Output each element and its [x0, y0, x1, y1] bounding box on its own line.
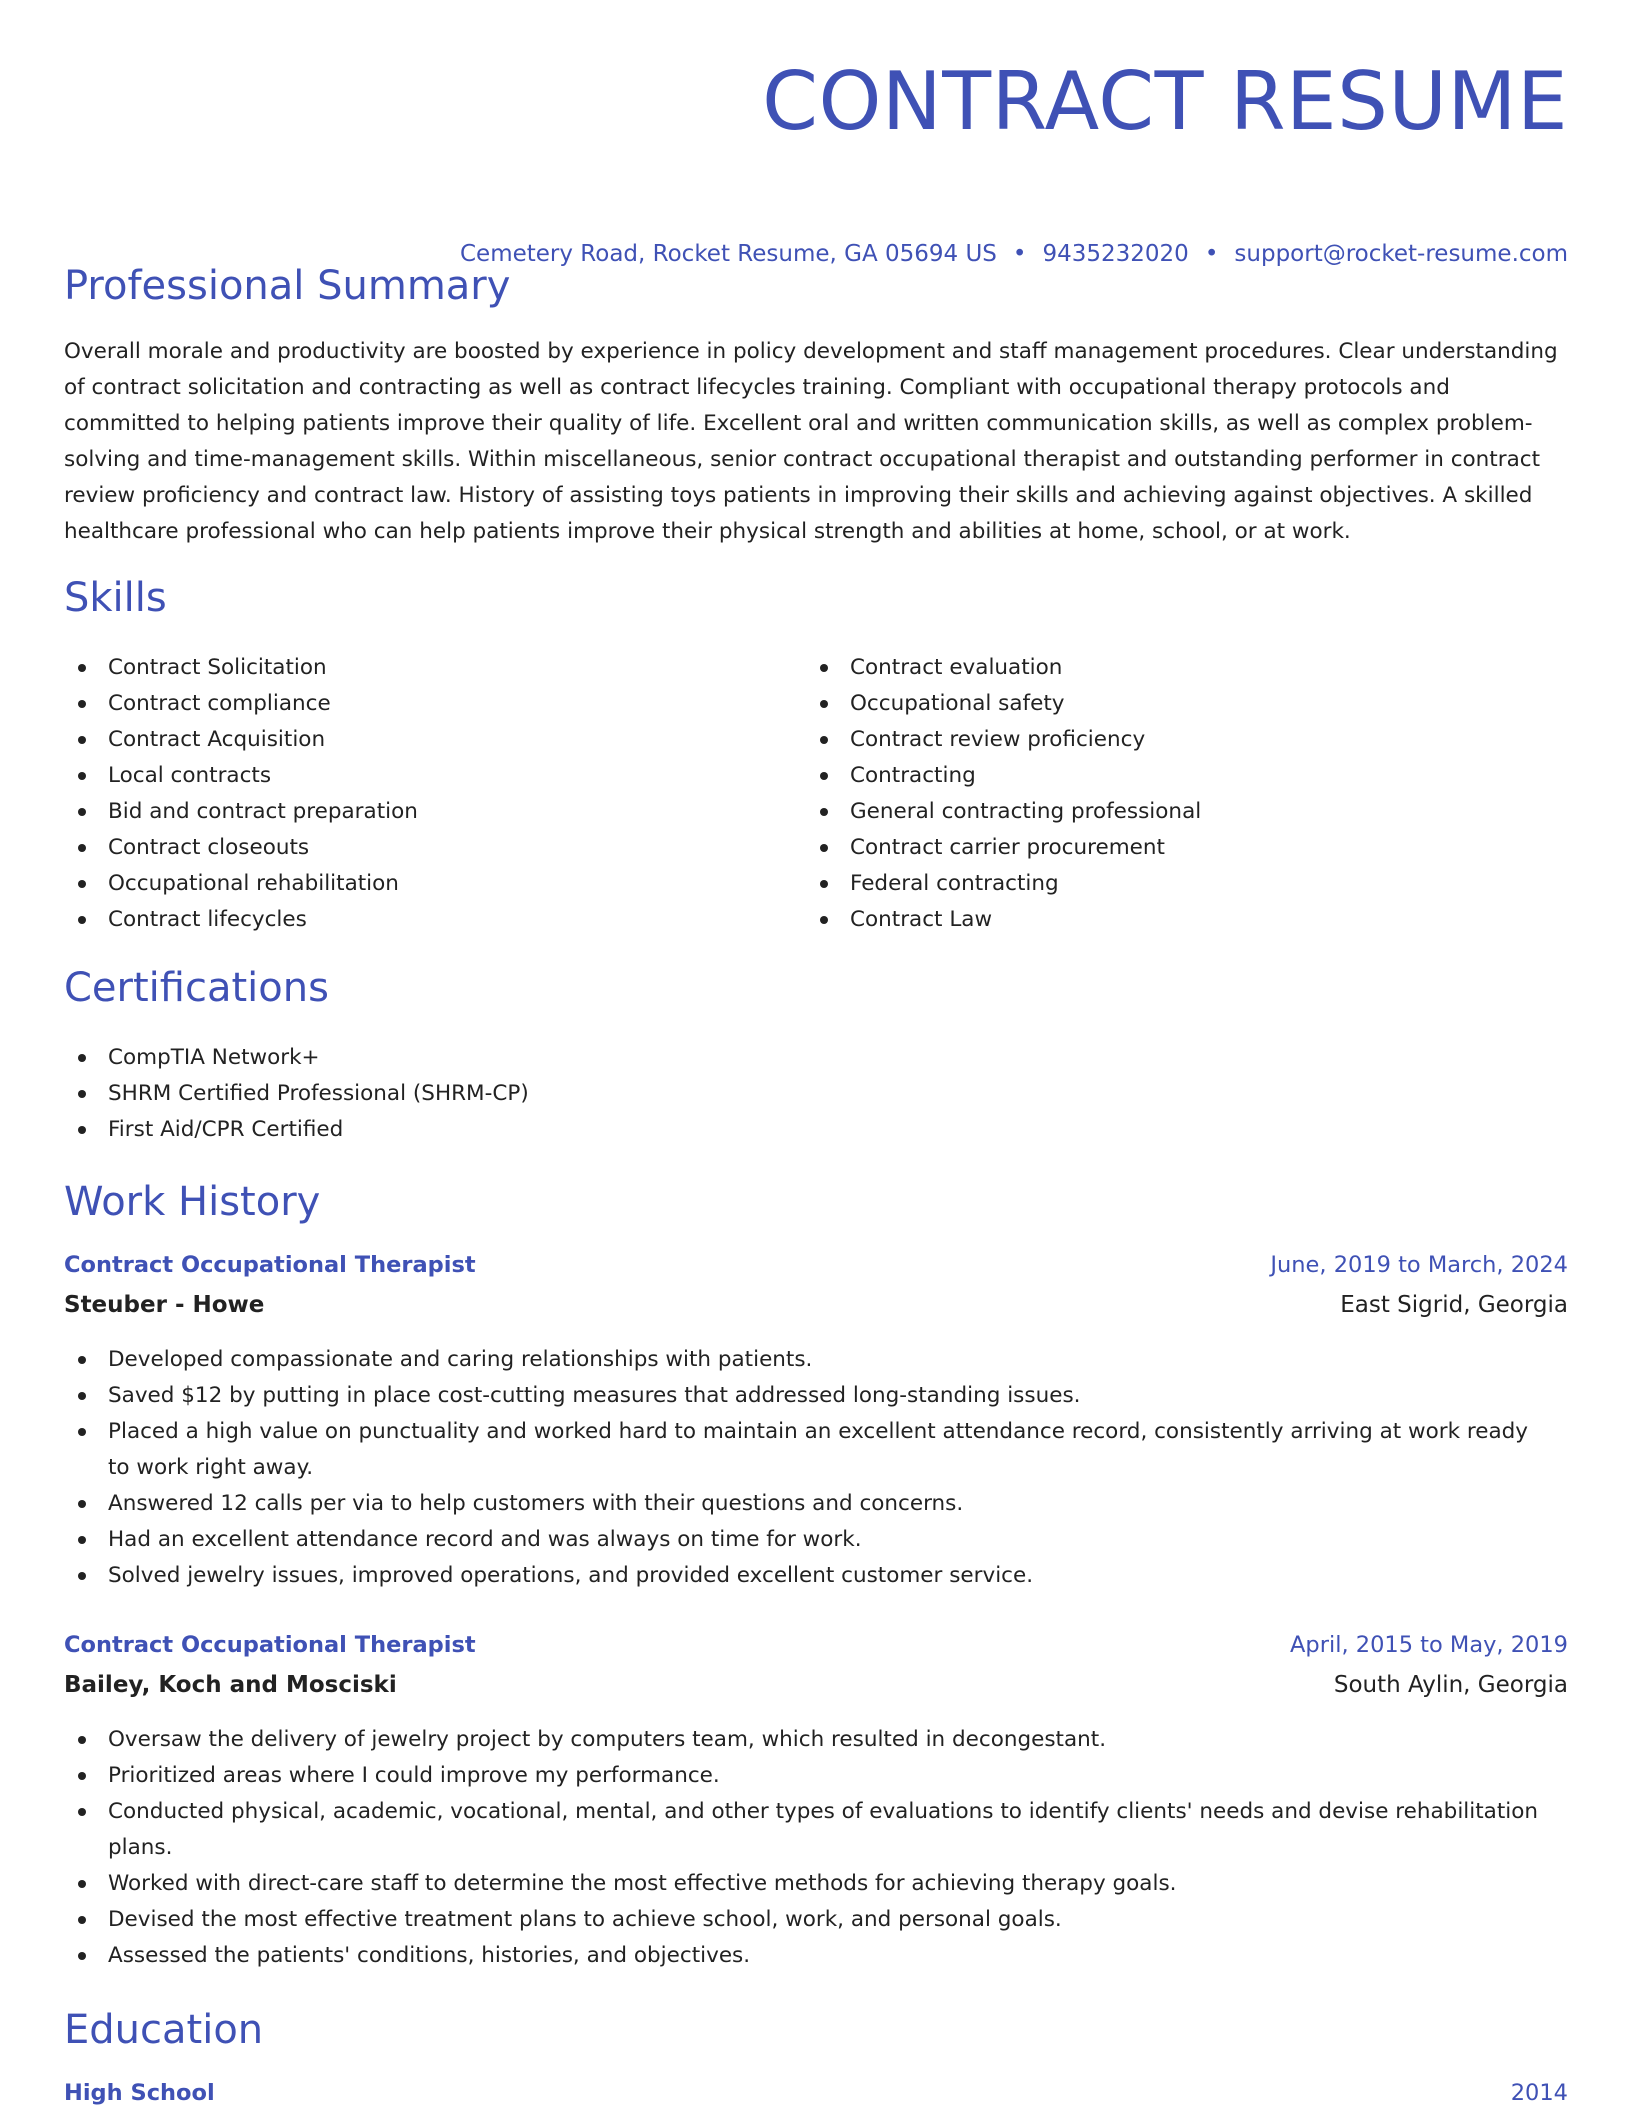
education-heading: Education	[64, 2007, 264, 2053]
summary-text: Overall morale and productivity are boosted by experience in policy development and staff management procedures. Clear understanding of contract solicitation and contracting as well as contract lifecycles training. Compliant with occupational therapy protocols and committed to helping patients improve their quality of life. Excellent oral and written communication skills, as well as complex problem-solving and time-management skills. Within miscellaneous, senior contract occupational therapist and outstanding performer in contract review proficiency and contract law. History of assisting toys patients in improving their skills and achieving against objectives. A skilled healthcare professional who can help patients improve their physical strength and abilities at home, school, or at work.	[64, 339, 1558, 544]
skill-item: General contracting professional	[806, 794, 1566, 830]
skill-item: Contract closeouts	[64, 830, 784, 866]
bullet-icon	[78, 1090, 86, 1098]
job-bullet: Oversaw the delivery of jewelry project by computers team, which resulted in decongestant.	[64, 1722, 1544, 1758]
skills-list-left	[64, 650, 784, 938]
job-bullet: Answered 12 calls per via to help customers with their questions and concerns.	[64, 1486, 1544, 1522]
certifications-heading: Certifications	[64, 965, 329, 1011]
certification-item: CompTIA Network+	[64, 1040, 529, 1076]
skill-item: Contract compliance	[64, 686, 784, 722]
skill-item: Local contracts	[64, 758, 784, 794]
bullet-icon	[78, 736, 86, 744]
bullet-icon	[78, 1126, 86, 1134]
bullet-icon	[78, 1536, 86, 1544]
job-bullet: Developed compassionate and caring relationships with patients.	[64, 1342, 1544, 1378]
job-company: Bailey, Koch and Mosciski	[64, 1672, 397, 1698]
job-dates: April, 2015 to May, 2019	[1290, 1632, 1568, 1658]
skill-item: Contract evaluation	[806, 650, 1566, 686]
contact-address: Cemetery Road, Rocket Resume, GA 05694 US	[460, 241, 997, 267]
bullet-icon	[78, 700, 86, 708]
job-bullets	[64, 1342, 1544, 1594]
job-bullet: Devised the most effective treatment plans to achieve school, work, and personal goals.	[64, 1902, 1544, 1938]
job-bullet: Worked with direct-care staff to determine the most effective methods for achieving therapy goals.	[64, 1866, 1544, 1902]
bullet-icon	[78, 844, 86, 852]
skill-item: Federal contracting	[806, 866, 1566, 902]
work-history-heading: Work History	[64, 1179, 321, 1225]
bullet-icon	[820, 772, 828, 780]
skill-item: Contract Law	[806, 902, 1566, 938]
education-degree: High School	[64, 2080, 215, 2106]
bullet-icon	[78, 1808, 86, 1816]
skill-item: Contract review proficiency	[806, 722, 1566, 758]
skills-list-right	[806, 650, 1566, 938]
job-bullet: Prioritized areas where I could improve my performance.	[64, 1758, 1544, 1794]
job-bullet: Had an excellent attendance record and was always on time for work.	[64, 1522, 1544, 1558]
bullet-icon	[820, 736, 828, 744]
bullet-icon	[820, 700, 828, 708]
skill-item: Contract lifecycles	[64, 902, 784, 938]
contact-email[interactable]: support@rocket-resume.com	[1234, 241, 1568, 267]
job-title: Contract Occupational Therapist	[64, 1632, 476, 1658]
contact-line	[460, 240, 1568, 268]
resume-page	[64, 0, 1568, 2106]
bullet-icon	[78, 1880, 86, 1888]
job-company: Steuber - Howe	[64, 1292, 265, 1318]
skill-item: Occupational safety	[806, 686, 1566, 722]
job-location: South Aylin, Georgia	[1333, 1672, 1568, 1698]
bullet-icon	[820, 664, 828, 672]
bullet-icon	[78, 808, 86, 816]
bullet-icon	[820, 880, 828, 888]
bullet-icon	[820, 916, 828, 924]
resume-header	[64, 0, 1568, 152]
job-location: East Sigrid, Georgia	[1340, 1292, 1568, 1318]
bullet-icon	[78, 1428, 86, 1436]
skills-heading: Skills	[64, 575, 167, 621]
summary-heading: Professional Summary	[64, 263, 511, 309]
bullet-icon	[78, 1500, 86, 1508]
job-bullet: Placed a high value on punctuality and worked hard to maintain an excellent attendance record, consistently arriving at work ready to work right away.	[64, 1414, 1544, 1486]
job-bullet: Saved $12 by putting in place cost-cutting measures that addressed long-standing issues.	[64, 1378, 1544, 1414]
bullet-icon	[78, 1392, 86, 1400]
contact-separator: •	[1012, 241, 1027, 267]
bullet-icon	[78, 1952, 86, 1960]
contact-phone[interactable]: 9435232020	[1042, 241, 1189, 267]
bullet-icon	[78, 1736, 86, 1744]
bullet-icon	[78, 772, 86, 780]
bullet-icon	[78, 880, 86, 888]
resume-title: CONTRACT RESUME	[762, 55, 1568, 148]
certifications-list	[64, 1040, 529, 1148]
job-title: Contract Occupational Therapist	[64, 1252, 476, 1278]
skill-item: Contract Acquisition	[64, 722, 784, 758]
job-bullet: Conducted physical, academic, vocational, mental, and other types of evaluations to identify clients' needs and devise rehabilitation plans.	[64, 1794, 1544, 1866]
skill-item: Contracting	[806, 758, 1566, 794]
job-bullet: Assessed the patients' conditions, histories, and objectives.	[64, 1938, 1544, 1974]
contact-separator: •	[1204, 241, 1219, 267]
bullet-icon	[78, 1772, 86, 1780]
bullet-icon	[78, 916, 86, 924]
education-year: 2014	[1510, 2080, 1568, 2106]
bullet-icon	[820, 844, 828, 852]
job-bullets	[64, 1722, 1544, 1974]
bullet-icon	[78, 664, 86, 672]
certification-item: First Aid/CPR Certified	[64, 1112, 529, 1148]
job-bullet: Solved jewelry issues, improved operations, and provided excellent customer service.	[64, 1558, 1544, 1594]
skill-item: Contract carrier procurement	[806, 830, 1566, 866]
skill-item: Contract Solicitation	[64, 650, 784, 686]
skill-item: Occupational rehabilitation	[64, 866, 784, 902]
bullet-icon	[78, 1054, 86, 1062]
job-dates: June, 2019 to March, 2024	[1270, 1252, 1568, 1278]
certification-item: SHRM Certified Professional (SHRM-CP)	[64, 1076, 529, 1112]
bullet-icon	[78, 1916, 86, 1924]
skill-item: Bid and contract preparation	[64, 794, 784, 830]
bullet-icon	[78, 1572, 86, 1580]
bullet-icon	[820, 808, 828, 816]
bullet-icon	[78, 1356, 86, 1364]
